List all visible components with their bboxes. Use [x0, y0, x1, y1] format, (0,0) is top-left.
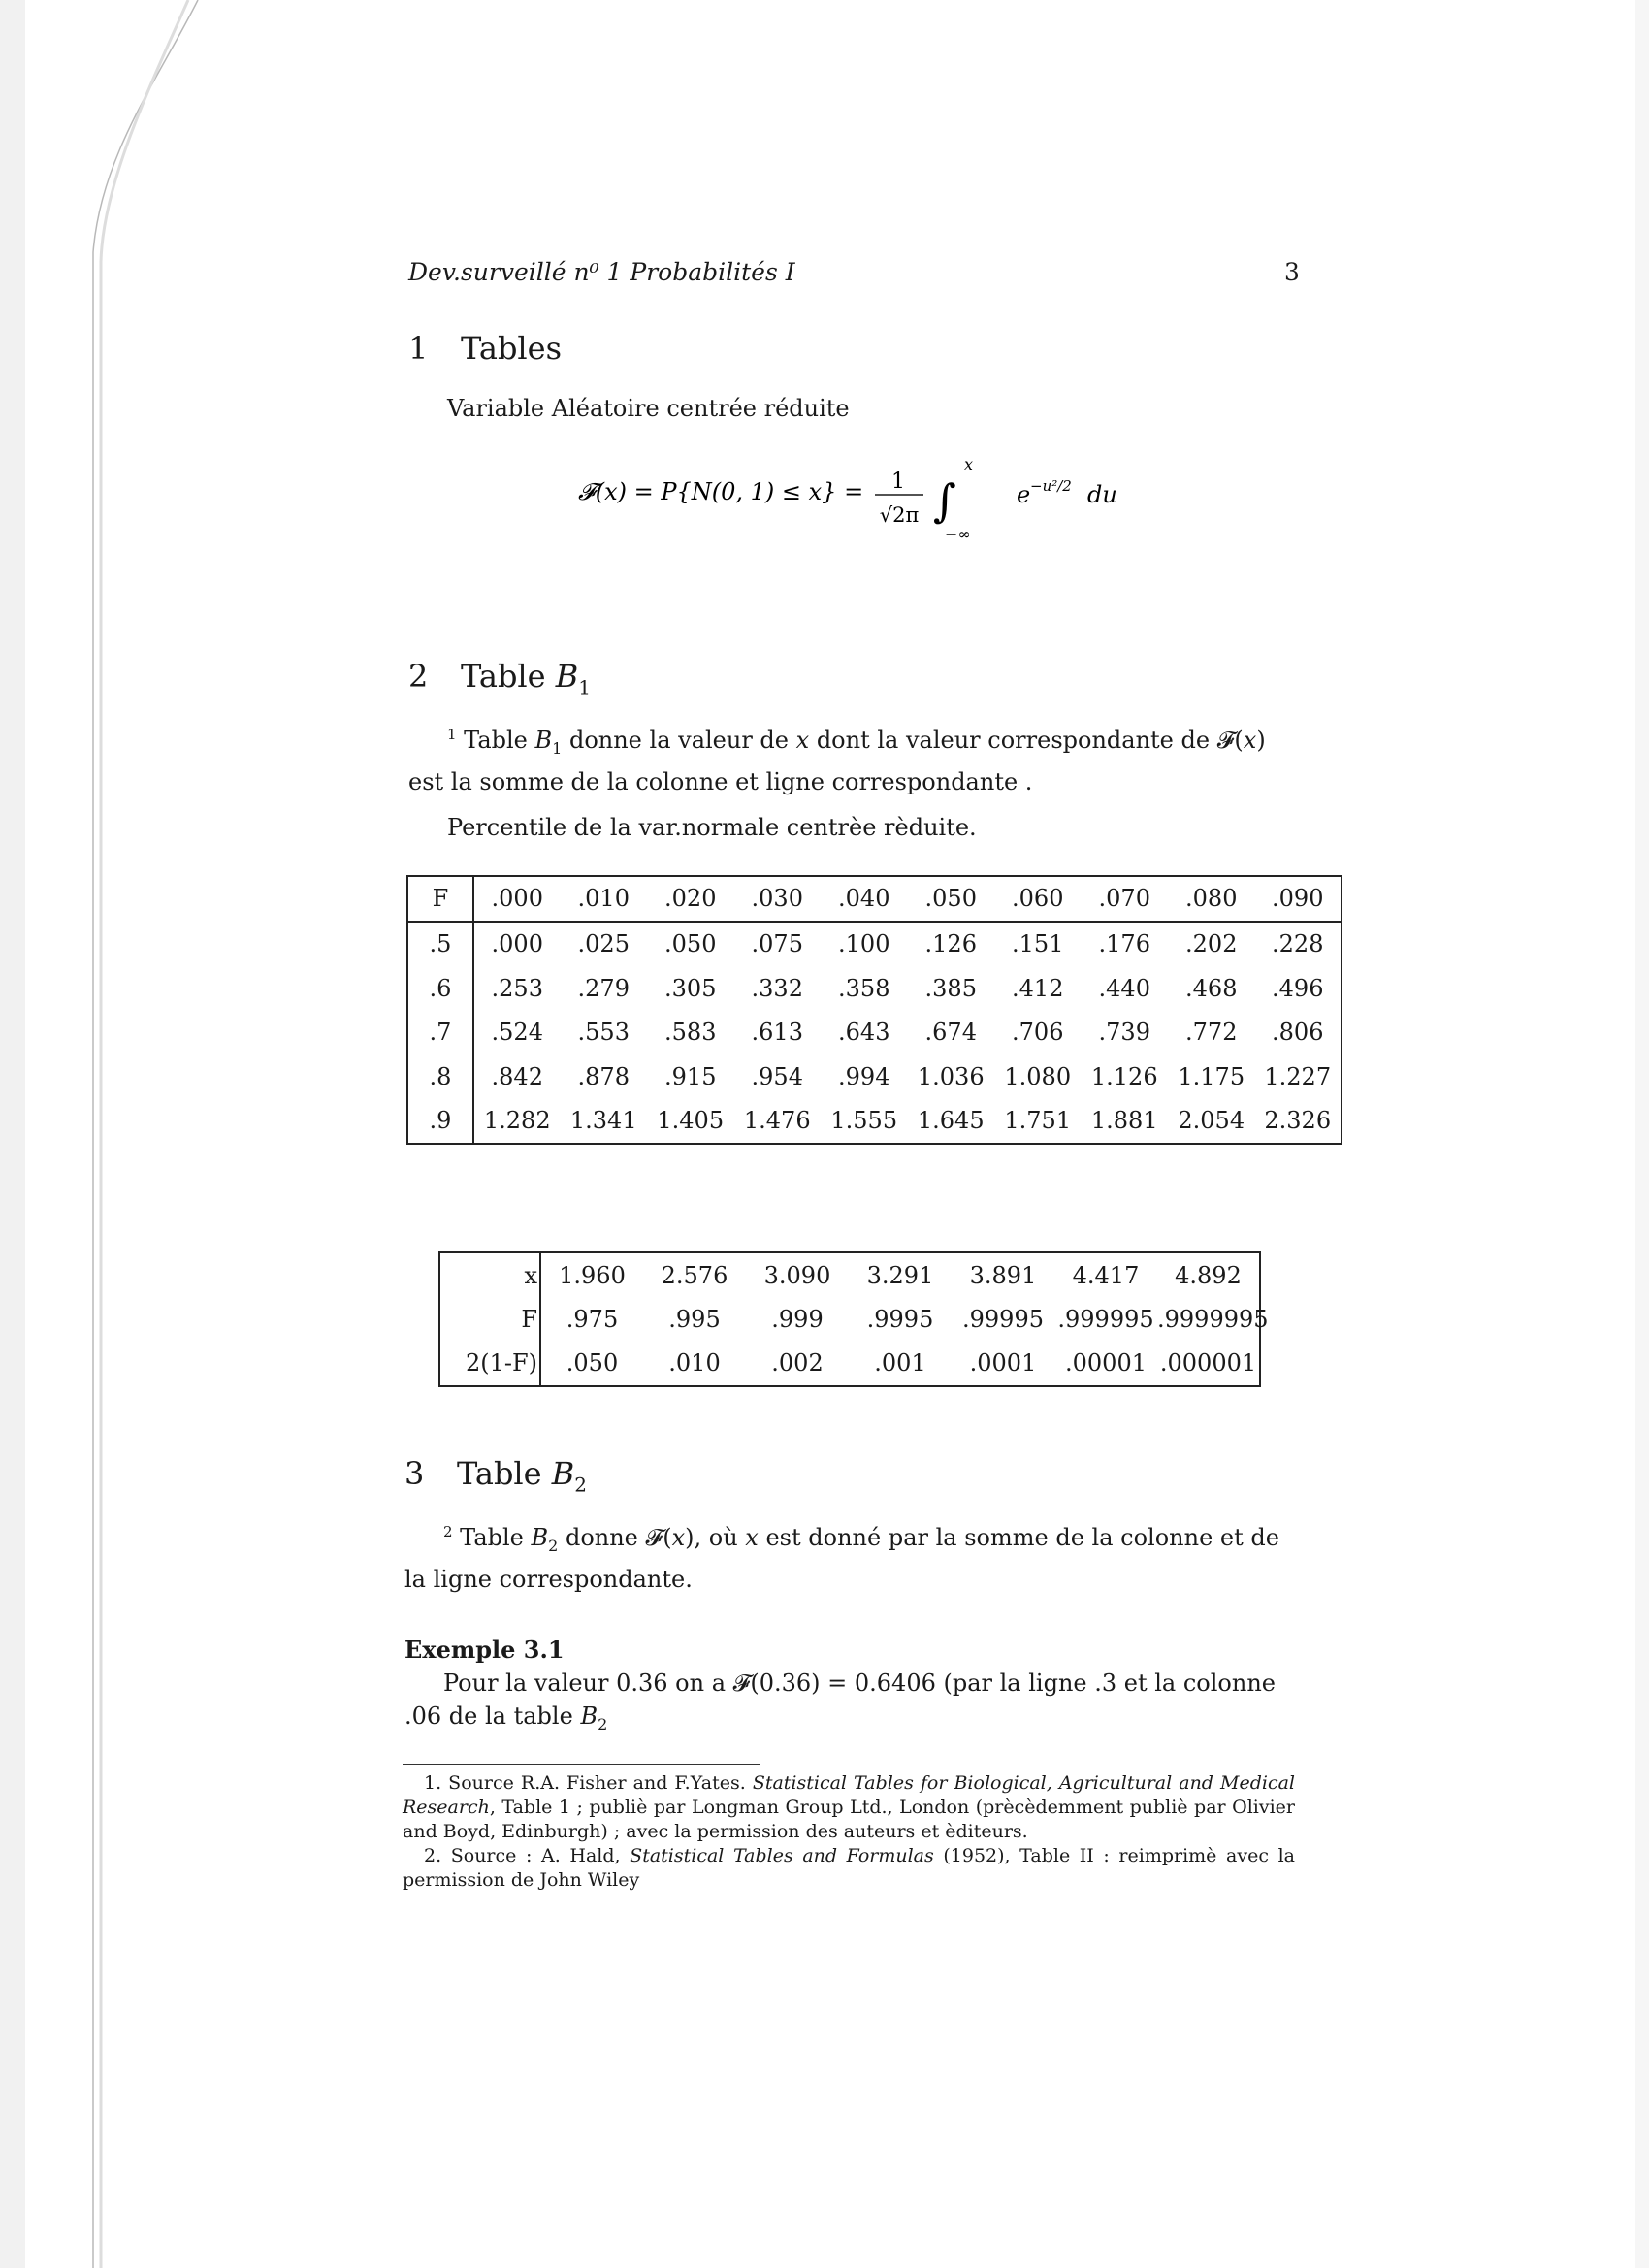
table-cell: .496 [1272, 974, 1324, 1002]
table-row [407, 1010, 1342, 1053]
section-2-var-x2: x [1243, 727, 1257, 754]
table-b1-col-header: .090 [1255, 876, 1342, 922]
example-var-sub: 2 [598, 1714, 608, 1733]
table-cell: .9995 [866, 1305, 934, 1333]
section-2-title-var: B [555, 658, 579, 695]
table-b1-row-label: .5 [407, 922, 473, 967]
formula-denominator: √2π [879, 503, 920, 527]
footnote-1 [403, 1771, 1295, 1844]
table-tail-values [438, 1251, 1269, 1387]
formula-lhs: 𝓕(x) = P{N(0, 1) ≤ x} = [578, 478, 864, 505]
table-cell: .613 [751, 1019, 803, 1047]
section-3-text-c: ), où [685, 1524, 746, 1551]
section-2-text-b: donne la valeur de [562, 727, 796, 754]
table-cell: .9999995 [1157, 1305, 1269, 1333]
scan-edge-right [1635, 0, 1649, 2268]
table-cell: .999 [771, 1305, 824, 1333]
table-cell: .806 [1272, 1019, 1324, 1047]
section-3-text-a: Table [452, 1524, 532, 1551]
section-2-text-c: dont la valeur correspondante de 𝓕( [809, 727, 1244, 754]
table-cell: .025 [577, 930, 630, 958]
table-cell: 3.891 [969, 1261, 1037, 1289]
table-cell: 1.405 [657, 1107, 725, 1135]
table-row [407, 1098, 1342, 1144]
formula-numerator: 1 [891, 470, 905, 494]
section-3-var-sub: 2 [548, 1536, 559, 1555]
section-1-intro: Variable Aléatoire centrée réduite [447, 395, 850, 422]
table-cell: 2.326 [1264, 1107, 1332, 1135]
table-cell: 1.175 [1178, 1062, 1245, 1090]
table-cell: .878 [577, 1062, 630, 1090]
footnote-1-title: Statistical Tables for Biological, Agricultural and Medical Research [403, 1772, 1295, 1818]
section-3-heading [404, 1455, 587, 1496]
footnote-mark-2: 2 [443, 1523, 453, 1540]
table-tail-row-label: F [439, 1297, 540, 1341]
table-cell: .385 [924, 974, 977, 1002]
table-cell: .358 [838, 974, 890, 1002]
section-3-title-var: B [551, 1455, 575, 1492]
example-paragraph [404, 1667, 1301, 1741]
table-cell: 1.645 [917, 1107, 985, 1135]
table-cell: .228 [1272, 930, 1324, 958]
distribution-formula [578, 456, 1141, 543]
table-b1-row-label: .6 [407, 966, 473, 1010]
table-cell: 2.054 [1178, 1107, 1245, 1135]
table-row [439, 1297, 1260, 1341]
table-cell: .468 [1185, 974, 1238, 1002]
section-3-var-x: x [671, 1524, 686, 1551]
table-cell: .050 [566, 1349, 619, 1377]
formula-exponent: −u²/2 [1030, 477, 1072, 495]
table-cell: .674 [924, 1019, 977, 1047]
table-row [439, 1342, 1260, 1386]
table-b1 [406, 875, 1342, 1145]
table-cell: 1.341 [569, 1107, 637, 1135]
formula-integrand: e [1017, 481, 1031, 508]
section-2-number: 2 [408, 658, 429, 695]
table-b1-caption: Percentile de la var.normale centrèe rèduite. [447, 814, 977, 841]
table-cell: 3.291 [866, 1261, 934, 1289]
table-cell: .202 [1185, 930, 1238, 958]
table-cell: 4.892 [1175, 1261, 1242, 1289]
table-cell: .010 [668, 1349, 721, 1377]
table-cell: .412 [1012, 974, 1064, 1002]
table-b1-corner: F [407, 876, 473, 922]
table-cell: .050 [664, 930, 717, 958]
table-b1-col-header: .060 [994, 876, 1082, 922]
formula-integral: ∫ [933, 474, 956, 527]
section-3-paragraph [404, 1515, 1301, 1596]
formula-lower-limit: −∞ [945, 525, 971, 543]
footnote-2-prefix: 2. Source : A. Hald, [424, 1845, 630, 1866]
footnote-1-prefix: 1. Source R.A. Fisher and F.Yates. [424, 1772, 753, 1794]
table-b1-col-header: .050 [908, 876, 995, 922]
section-3-var-x2: x [745, 1524, 759, 1551]
section-1-heading [408, 330, 562, 367]
table-cell: .954 [751, 1062, 803, 1090]
table-cell: .002 [771, 1349, 824, 1377]
table-tail-row-label: 2(1-F) [439, 1342, 540, 1386]
table-b1-col-header: .040 [821, 876, 908, 922]
section-2-var-b: B [534, 727, 553, 754]
section-2-paragraph [408, 718, 1301, 798]
table-cell: .0001 [969, 1349, 1037, 1377]
formula-differential: du [1087, 481, 1117, 508]
table-row [407, 966, 1342, 1010]
table-row [439, 1252, 1260, 1297]
section-2-title-prefix: Table [461, 658, 556, 695]
table-cell: .151 [1012, 930, 1064, 958]
footnote-1-rest: , Table 1 ; publiè par Longman Group Ltd., London (prècèdemment publiè par Olivier and Boyd, Edinburgh) ; avec la permission des auteurs et èditeurs. [403, 1797, 1295, 1842]
table-cell: 1.227 [1264, 1062, 1332, 1090]
table-cell: 4.417 [1072, 1261, 1140, 1289]
table-cell: .305 [664, 974, 717, 1002]
section-3-var-b: B [531, 1524, 549, 1551]
table-cell: .440 [1098, 974, 1150, 1002]
section-3-title-prefix: Table [457, 1455, 552, 1492]
table-cell: 1.555 [830, 1107, 898, 1135]
footnote-mark-1: 1 [447, 726, 457, 743]
table-cell: 1.476 [743, 1107, 811, 1135]
table-cell: 3.090 [763, 1261, 831, 1289]
table-b1-col-header: .030 [734, 876, 822, 922]
example-title: Exemple 3.1 [404, 1636, 565, 1664]
example-text: Pour la valeur 0.36 on a 𝓕(0.36) = 0.6406 (par la ligne .3 et la colonne .06 de la table [404, 1669, 1276, 1730]
table-cell: 1.126 [1090, 1062, 1158, 1090]
table-cell: .706 [1012, 1019, 1064, 1047]
table-cell: .075 [751, 930, 803, 958]
section-1-number: 1 [408, 330, 429, 367]
table-cell: 1.080 [1004, 1062, 1072, 1090]
section-3-title-sub: 2 [574, 1473, 588, 1497]
table-cell: 1.282 [483, 1107, 551, 1135]
table-cell: .994 [838, 1062, 890, 1090]
section-1-title: Tables [461, 330, 563, 367]
table-cell: .000 [491, 930, 543, 958]
section-2-title-sub: 1 [578, 675, 592, 699]
table-cell: .001 [874, 1349, 926, 1377]
section-2-text-d: ) est la somme de la colonne et ligne correspondante . [408, 727, 1266, 795]
table-cell: .99995 [962, 1305, 1044, 1333]
table-cell: 1.960 [559, 1261, 626, 1289]
table-cell: 1.036 [917, 1062, 985, 1090]
table-cell: 1.751 [1004, 1107, 1072, 1135]
table-b1-col-header: .080 [1168, 876, 1255, 922]
table-cell: 2.576 [661, 1261, 728, 1289]
table-b1-col-header: .070 [1082, 876, 1169, 922]
table-cell: .739 [1098, 1019, 1150, 1047]
table-b1-row-label: .9 [407, 1098, 473, 1144]
table-cell: 1.881 [1090, 1107, 1158, 1135]
table-b1-col-header: .020 [647, 876, 734, 922]
table-cell: .999995 [1057, 1305, 1154, 1333]
table-cell: .279 [577, 974, 630, 1002]
table-tail-row-label: x [439, 1252, 540, 1297]
page-number: 3 [1284, 258, 1300, 286]
table-cell: .842 [491, 1062, 543, 1090]
section-3-text-b: donne 𝓕( [558, 1524, 672, 1551]
table-cell: .126 [924, 930, 977, 958]
table-cell: .772 [1185, 1019, 1238, 1047]
footnote-2-title: Statistical Tables and Formulas [630, 1845, 934, 1866]
section-3-text-d: est donné par la somme de la colonne et de la ligne correspondante. [404, 1524, 1279, 1593]
footnote-rule [403, 1764, 760, 1765]
table-cell: .915 [664, 1062, 717, 1090]
table-cell: .176 [1098, 930, 1150, 958]
section-2-heading [408, 658, 591, 698]
table-cell: .100 [838, 930, 890, 958]
table-b1-row-label: .7 [407, 1010, 473, 1053]
section-2-var-sub: 1 [552, 738, 563, 758]
table-b1-col-header: .010 [561, 876, 648, 922]
formula-upper-limit: x [964, 456, 974, 473]
table-b1-col-header: .000 [473, 876, 561, 922]
table-cell: .253 [491, 974, 543, 1002]
page-fold-shadow [81, 0, 227, 2268]
scan-edge-left [0, 0, 25, 2268]
table-cell: .643 [838, 1019, 890, 1047]
section-2-var-x: x [795, 727, 810, 754]
table-row [407, 922, 1342, 967]
section-3-number: 3 [404, 1455, 425, 1492]
running-header: Dev.surveillé n⁰ 1 Probabilités I [408, 258, 795, 286]
table-row [407, 1054, 1342, 1098]
table-cell: .000001 [1159, 1349, 1257, 1377]
table-cell: .583 [664, 1019, 717, 1047]
table-cell: .524 [491, 1019, 543, 1047]
table-b1-header-row [407, 876, 1342, 922]
example-var-b: B [580, 1702, 598, 1730]
footnote-2-rest: (1952), Table II : reimprimè avec la permission de John Wiley [403, 1845, 1295, 1891]
table-b1-row-label: .8 [407, 1054, 473, 1098]
table-cell: .332 [751, 974, 803, 1002]
table-cell: .00001 [1065, 1349, 1147, 1377]
table-cell: .975 [566, 1305, 619, 1333]
table-cell: .553 [577, 1019, 630, 1047]
footnotes [403, 1771, 1295, 1893]
section-2-text-a: Table [456, 727, 535, 754]
table-cell: .995 [668, 1305, 721, 1333]
footnote-2 [403, 1844, 1295, 1893]
